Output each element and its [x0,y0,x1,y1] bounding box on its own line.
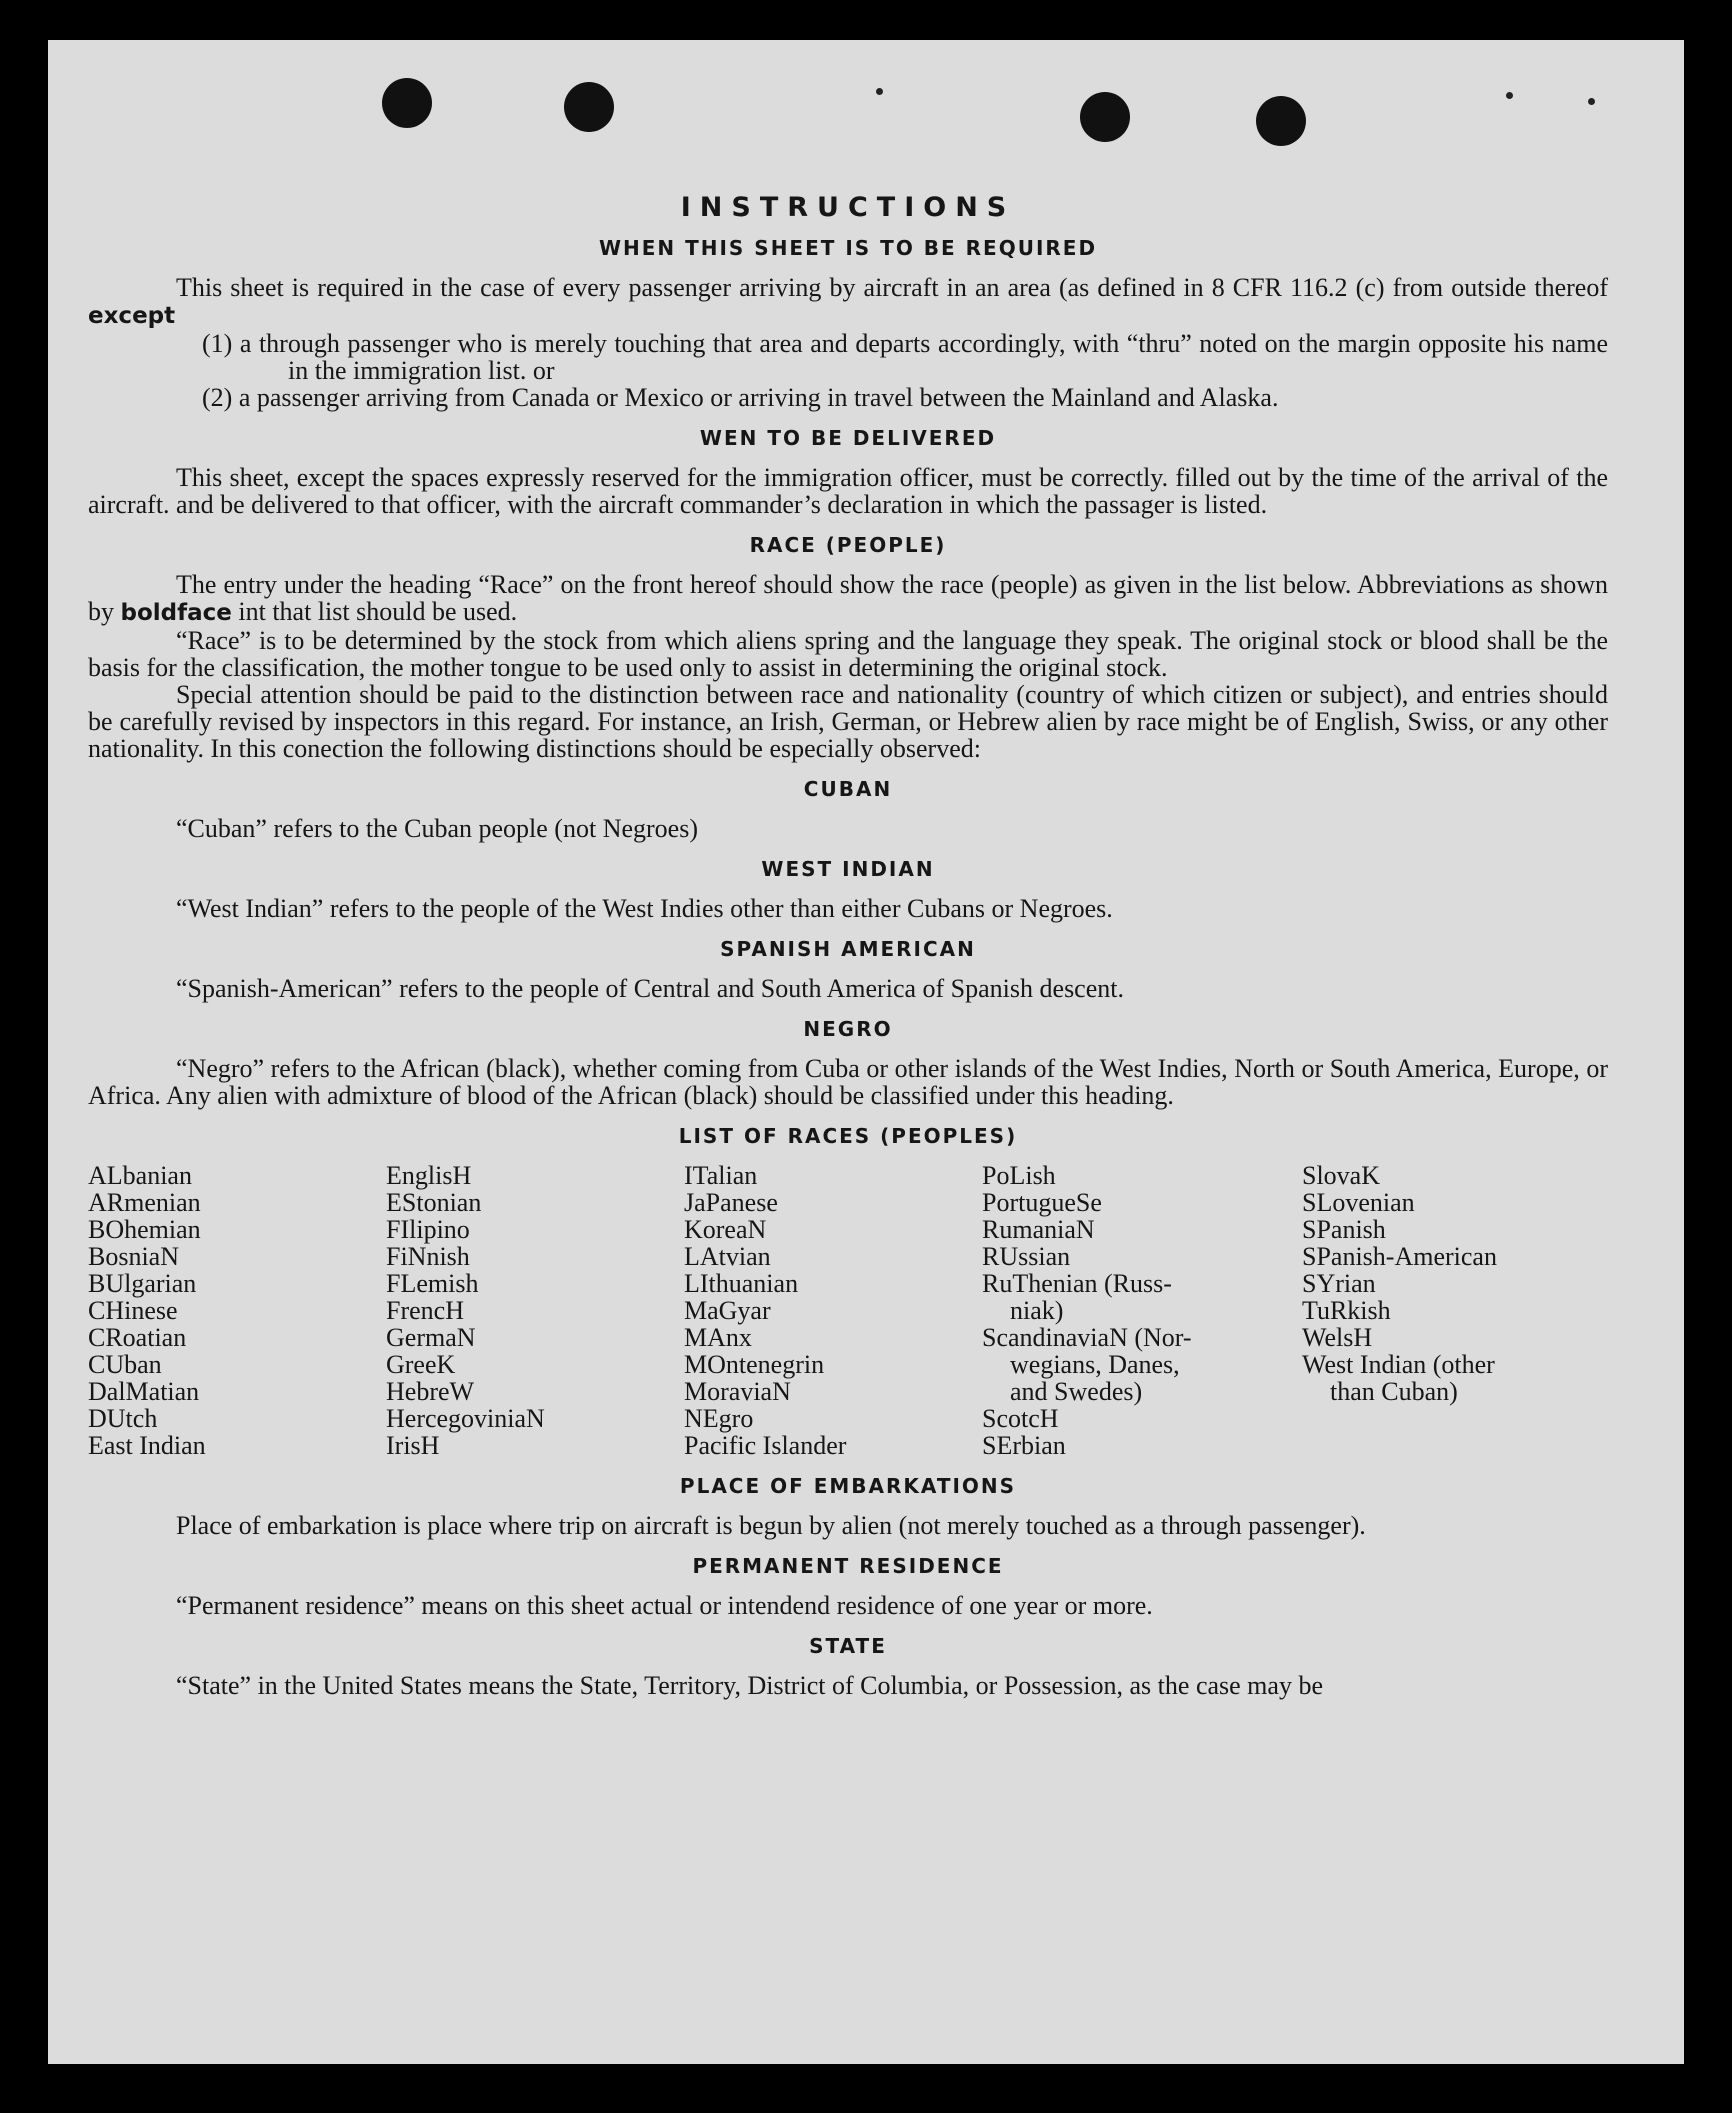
race-entry: SPanish [1302,1215,1386,1244]
state-text: “State” in the United States means the State, Territory, District of Columbia, or Possession, as the case may be [176,1671,1323,1700]
race-entry: and Swedes) [1010,1377,1143,1406]
race-entry: MoraviaN [684,1377,791,1406]
race-paragraph-1: The entry under the heading “Race” on the front hereof should show the race (people) as given in the list below. Abbreviations as shown by boldface int that list should be used. [88,570,1608,626]
negro-text: “Negro” refers to the African (black), whether coming from Cuba or other islands of the West Indies, North or South America, Europe, or Africa. Any alien with admixture of blood of the African (black) should be classified under this heading. [88,1054,1608,1110]
race-paragraph-2: “Race” is to be determined by the stock from which aliens spring and the language they speak. The original stock or blood shall be the basis for the classification, the mother tongue to be used only to assist in determining the original stock. [88,626,1608,682]
section-heading-negro: NEGRO [803,1017,893,1041]
race-entry: IrisH [386,1431,440,1460]
instructions-content [88,190,1608,1699]
race-bold-word: boldface [120,600,232,626]
speck [876,88,883,95]
punch-hole [1256,96,1306,146]
race-entry: BOhemian [88,1215,201,1244]
punch-hole [382,78,432,128]
race-entry: EnglisH [386,1161,472,1190]
race-entry: KoreaN [684,1215,767,1244]
section-heading-embarkation: PLACE OF EMBARKATIONS [679,1474,1017,1498]
required-item-1: (1) a through passenger who is merely touching that area and departs accordingly, with “thru” noted on the margin opposite his name in the immigration list. or [202,329,1608,385]
document-sheet [48,40,1684,2064]
race-entry: wegians, Danes, [1010,1350,1180,1379]
race-entry: SErbian [982,1431,1066,1460]
race-entry: FrencH [386,1296,464,1325]
section-heading-required: WHEN THIS SHEET IS TO BE REQUIRED [598,236,1098,260]
race-entry: EStonian [386,1188,482,1217]
race-entry: NEgro [684,1404,754,1433]
punch-hole [564,82,614,132]
races-list [88,1162,1608,1459]
race-entry: SlovaK [1302,1161,1380,1190]
race-entry: MaGyar [684,1296,771,1325]
race-entry: FLemish [386,1269,479,1298]
race-paragraph-3: Special attention should be paid to the distinction between race and nationality (country of which citizen or subject), and entries should be carefully revised by inspectors in this regard. For instance, an Irish, German, or Hebrew alien by race might be of English, Swiss, or any other nationality. In this conection the following distinctions should be especially observed: [88,680,1608,763]
races-column [1302,1162,1602,1459]
race-entry: FIlipino [386,1215,470,1244]
race-entry: BUlgarian [88,1269,197,1298]
race-entry: East Indian [88,1431,206,1460]
section-heading-delivered: WEN TO BE DELIVERED [699,426,997,450]
race-entry: ALbanian [88,1161,192,1190]
races-column [982,1162,1302,1459]
race-entry: HercegoviniaN [386,1404,545,1433]
cuban-text: “Cuban” refers to the Cuban people (not Negroes) [176,814,698,843]
race-entry: Pacific Islander [684,1431,847,1460]
race-entry: RumaniaN [982,1215,1095,1244]
race-entry: HebreW [386,1377,475,1406]
section-heading-residence: PERMANENT RESIDENCE [692,1554,1004,1578]
race-entry: ScandinaviaN (Nor- [982,1323,1192,1352]
speck [1506,92,1513,99]
section-heading-race: RACE (PEOPLE) [749,533,947,557]
race-entry: SLovenian [1302,1188,1415,1217]
race-entry: WelsH [1302,1323,1373,1352]
speck [1588,98,1595,105]
races-column [88,1162,386,1459]
race-entry: LIthuanian [684,1269,799,1298]
spanish-american-text: “Spanish-American” refers to the people of Central and South America of Spanish descent. [176,974,1124,1003]
race-entry: niak) [1010,1296,1064,1325]
page-title: INSTRUCTIONS [680,192,1016,223]
required-intro: This sheet is required in the case of every passenger arriving by aircraft in an area (as defined in 8 CFR 116.2 (c) from outside thereof except [88,273,1608,329]
race-entry: MOntenegrin [684,1350,825,1379]
race-entry: RuThenian (Russ- [982,1269,1172,1298]
race-entry: PortugueSe [982,1188,1102,1217]
section-heading-west-indian: WEST INDIAN [761,857,935,881]
races-column [684,1162,982,1459]
race-entry: SYrian [1302,1269,1376,1298]
section-heading-cuban: CUBAN [803,777,893,801]
section-heading-spanish-american: SPANISH AMERICAN [720,937,976,961]
race-entry: BosniaN [88,1242,179,1271]
embarkation-text: Place of embarkation is place where trip on aircraft is begun by alien (not merely touched as a through passenger). [176,1511,1366,1540]
race-entry: CHinese [88,1296,178,1325]
race-entry: DUtch [88,1404,158,1433]
race-entry: ITalian [684,1161,758,1190]
race-entry: JaPanese [684,1188,778,1217]
required-item-2: (2) a passenger arriving from Canada or Mexico or arriving in travel between the Mainland and Alaska. [202,383,1279,412]
race-entry: DalMatian [88,1377,200,1406]
race-entry: LAtvian [684,1242,771,1271]
section-heading-state: STATE [809,1634,887,1658]
race-entry: CRoatian [88,1323,187,1352]
race-entry: CUban [88,1350,162,1379]
race-entry: than Cuban) [1330,1377,1458,1406]
west-indian-text: “West Indian” refers to the people of the West Indies other than either Cubans or Negroes. [176,894,1113,923]
race-entry: GreeK [386,1350,456,1379]
delivered-text: This sheet, except the spaces expressly reserved for the immigration officer, must be correctly. filled out by the time of the arrival of the aircraft. and be delivered to that officer, with the aircraft commander’s declaration in which the passager is listed. [88,463,1608,519]
race-entry: MAnx [684,1323,752,1352]
race-entry: TuRkish [1302,1296,1391,1325]
punch-hole [1080,92,1130,142]
race-entry: FiNnish [386,1242,470,1271]
race-entry: ARmenian [88,1188,201,1217]
race-entry: ScotcH [982,1404,1059,1433]
race-entry: PoLish [982,1161,1056,1190]
race-entry: SPanish-American [1302,1242,1497,1271]
race-entry: GermaN [386,1323,476,1352]
residence-text: “Permanent residence” means on this sheet actual or intendend residence of one year or more. [176,1591,1153,1620]
section-heading-races-list: LIST OF RACES (PEOPLES) [678,1124,1018,1148]
required-intro-bold: except [88,303,176,329]
races-column [386,1162,684,1459]
race-entry: RUssian [982,1242,1071,1271]
race-entry: West Indian (other [1302,1350,1495,1379]
